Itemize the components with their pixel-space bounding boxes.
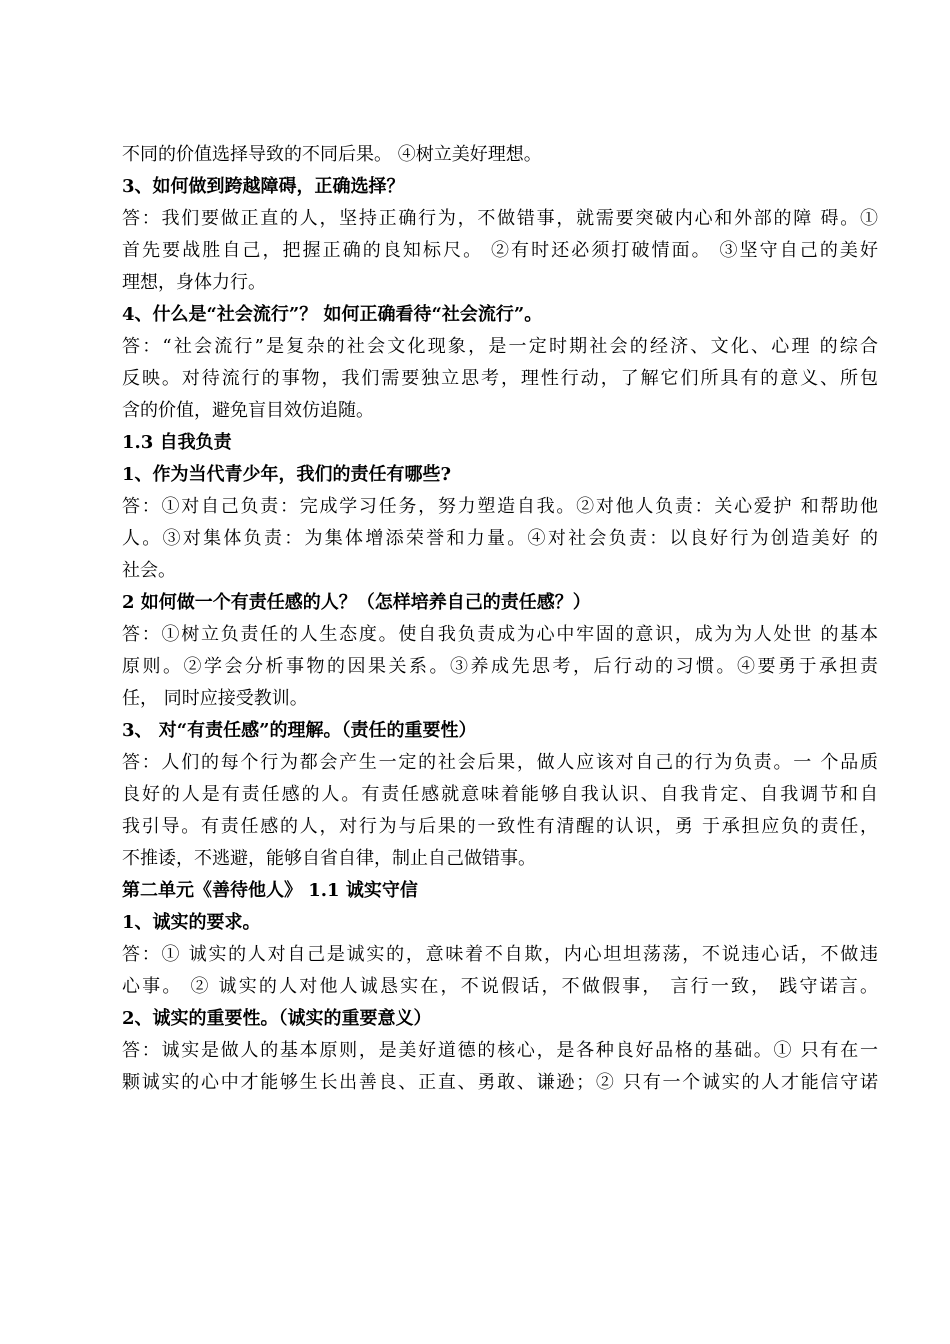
text-line: 答：人们的每个行为都会产生一定的社会后果，做人应该对自己的行为负责。一 个品质: [122, 752, 878, 773]
heading-line: 1、诚实的要求。: [122, 912, 261, 933]
heading-line: 3、 对“有责任感”的理解。（责任的重要性）: [122, 720, 477, 741]
text-line: 理想，身体力行。: [122, 272, 266, 293]
text-line: 人。③对集体负责：为集体增添荣誉和力量。④对社会负责：以良好行为创造美好 的: [122, 528, 878, 549]
text-line: 我引导。有责任感的人，对行为与后果的一致性有清醒的认识，勇 于承担应负的责任，: [122, 816, 878, 837]
text-line: 答：①树立负责任的人生态度。使自我负责成为心中牢固的意识，成为为人处世 的基本: [122, 624, 878, 645]
text-line: 良好的人是有责任感的人。有责任感就意味着能够自我认识、自我肯定、自我调节和自: [122, 784, 878, 805]
text-line: 任， 同时应接受教训。: [122, 688, 308, 709]
text-line: 答：我们要做正直的人，坚持正确行为，不做错事，就需要突破内心和外部的障 碍。①: [122, 208, 878, 229]
text-line: 颗诚实的心中才能够生长出善良、正直、勇敢、谦逊；② 只有一个诚实的人才能信守诺: [122, 1072, 878, 1093]
text-line: 社会。: [122, 560, 176, 581]
text-line: 不推诿，不逃避，能够自省自律，制止自己做错事。: [122, 848, 536, 869]
heading-line: 4、什么是“社会流行”？ 如何正确看待“社会流行”。: [122, 304, 543, 325]
heading-line: 3、如何做到跨越障碍，正确选择？: [122, 176, 405, 197]
text-line: 答：“社会流行”是复杂的社会文化现象，是一定时期社会的经济、文化、心理 的综合: [122, 336, 878, 357]
text-line: 答：① 诚实的人对自己是诚实的，意味着不自欺，内心坦坦荡荡，不说违心话，不做违: [122, 944, 878, 965]
text-line: 反映。对待流行的事物，我们需要独立思考，理性行动，了解它们所具有的意义、所包: [122, 368, 878, 389]
text-line: 答：诚实是做人的基本原则，是美好道德的核心，是各种良好品格的基础。① 只有在一: [122, 1040, 878, 1061]
document-body: [122, 139, 878, 1099]
text-line: 含的价值，避免盲目效仿追随。: [122, 400, 374, 421]
heading-line: 1、作为当代青少年，我们的责任有哪些?: [122, 464, 452, 485]
text-line: 心事。 ② 诚实的人对他人诚恳实在，不说假话，不做假事， 言行一致， 践守诺言。: [122, 976, 878, 997]
heading-line: 第二单元《善待他人》 1.1 诚实守信: [122, 880, 418, 901]
heading-line: 2、诚实的重要性。（诚实的重要意义）: [122, 1008, 432, 1029]
text-line: 首先要战胜自己，把握正确的良知标尺。 ②有时还必须打破情面。 ③坚守自己的美好: [122, 240, 878, 261]
text-line: 不同的价值选择导致的不同后果。 ④树立美好理想。: [122, 144, 542, 165]
heading-line: 1.3 自我负责: [122, 432, 232, 453]
heading-line: 2 如何做一个有责任感的人？（怎样培养自己的责任感？）: [122, 592, 591, 613]
text-line: 答：①对自己负责：完成学习任务，努力塑造自我。②对他人负责：关心爱护 和帮助他: [122, 496, 878, 517]
text-line: 原则。②学会分析事物的因果关系。③养成先思考，后行动的习惯。④要勇于承担责: [122, 656, 878, 677]
